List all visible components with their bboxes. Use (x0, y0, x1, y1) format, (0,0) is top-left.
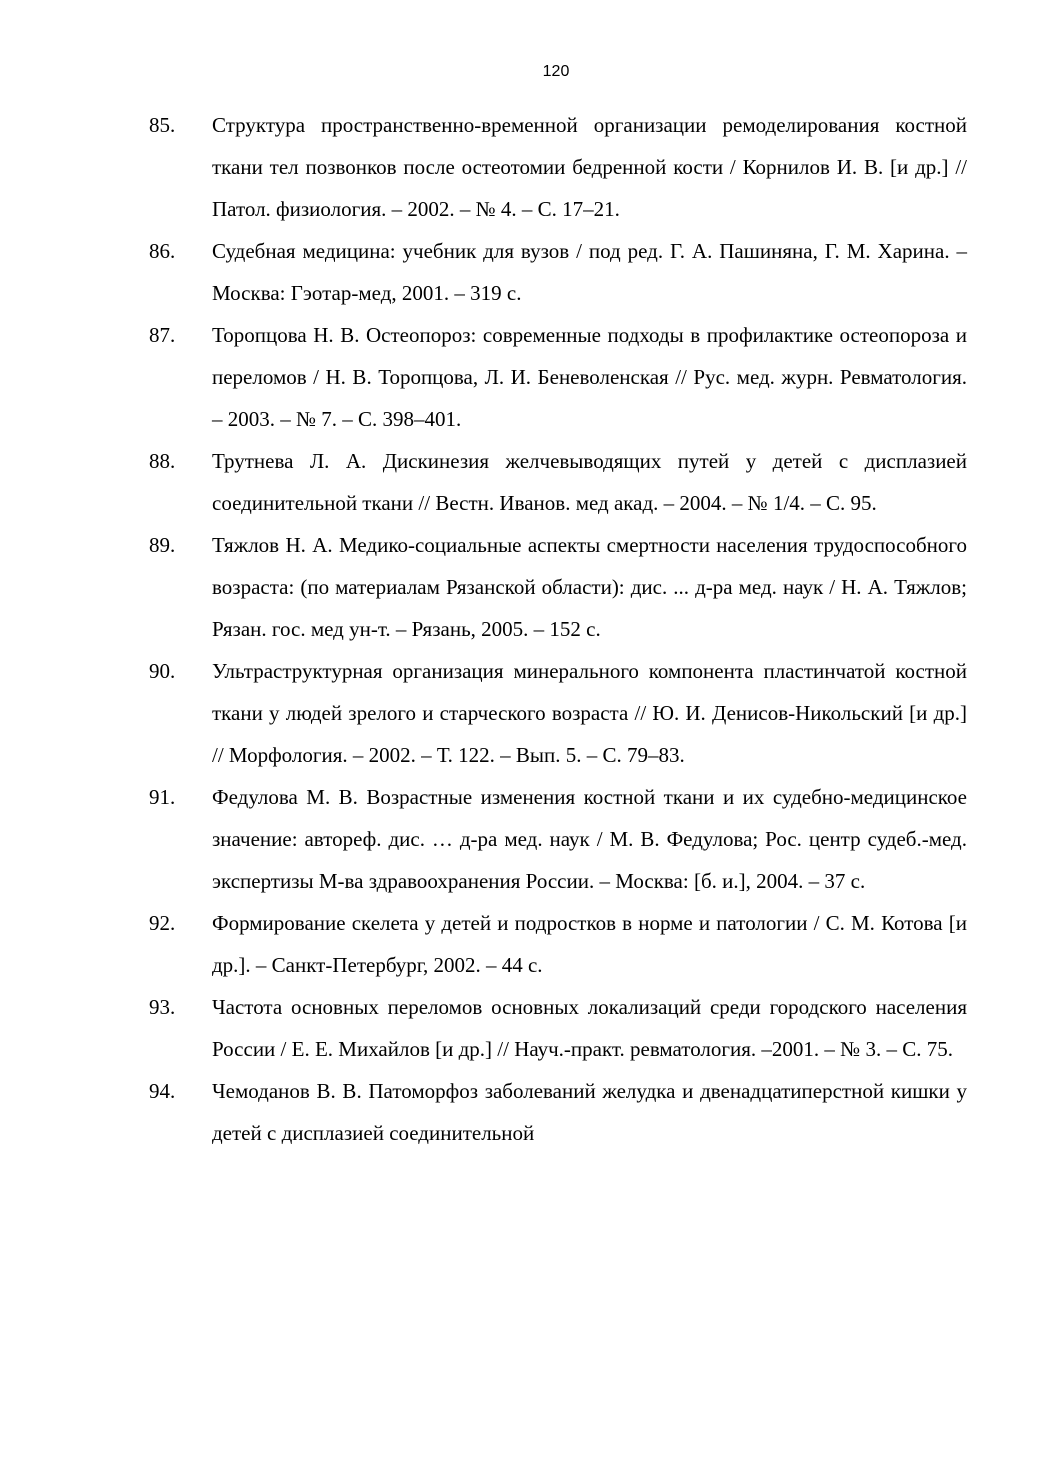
reference-text: Трутнева Л. А. Дискинезия желчевыводящих путей у детей с дисплазией соединительной ткани // Вестн. Иванов. мед акад. – 2004. – № 1/4. – С. 95. (212, 449, 967, 515)
reference-item (149, 902, 967, 986)
reference-item (149, 776, 967, 902)
reference-item (149, 650, 967, 776)
reference-item (149, 524, 967, 650)
reference-text: Чемоданов В. В. Патоморфоз заболеваний желудка и двенадцатиперстной кишки у детей с дисплазией соединительной (212, 1079, 967, 1145)
reference-number: 92. (149, 911, 176, 935)
reference-item (149, 986, 967, 1070)
reference-number: 94. (149, 1079, 176, 1103)
reference-text: Федулова М. В. Возрастные изменения костной ткани и их судебно-медицинское значение: автореф. дис. … д-ра мед. наук / М. В. Федулова; Рос. центр судеб.-мед. экспертизы М-ва здравоохранения России. – Москва: [б. и.], 2004. – 37 с. (212, 785, 967, 893)
reference-number: 93. (149, 995, 176, 1019)
reference-text: Торопцова Н. В. Остеопороз: современные подходы в профилактике остеопороза и переломов / Н. В. Торопцова, Л. И. Беневоленская // Рус. мед. журн. Ревматология. – 2003. – № 7. – С. 398–401. (212, 323, 967, 431)
reference-number: 85. (149, 113, 176, 137)
reference-text: Формирование скелета у детей и подростков в норме и патологии / С. М. Котова [и др.]. – Санкт-Петербург, 2002. – 44 с. (212, 911, 967, 977)
reference-text: Частота основных переломов основных локализаций среди городского населения России / Е. Е. Михайлов [и др.] // Науч.-практ. ревматология. –2001. – № 3. – С. 75. (212, 995, 967, 1061)
reference-text: Структура пространственно-временной организации ремоделирования костной ткани тел позвонков после остеотомии бедренной кости / Корнилов И. В. [и др.] // Патол. физиология. – 2002. – № 4. – С. 17–21. (212, 113, 967, 221)
reference-item (149, 314, 967, 440)
reference-item (149, 230, 967, 314)
reference-text: Ультраструктурная организация минерального компонента пластинчатой костной ткани у людей зрелого и старческого возраста // Ю. И. Денисов-Никольский [и др.] // Морфология. – 2002. – Т. 122. – Вып. 5. – С. 79–83. (212, 659, 967, 767)
reference-number: 87. (149, 323, 176, 347)
reference-number: 88. (149, 449, 176, 473)
reference-item (149, 440, 967, 524)
reference-text: Судебная медицина: учебник для вузов / под ред. Г. А. Пашиняна, Г. М. Харина. – Москва: Гэотар-мед, 2001. – 319 с. (212, 239, 967, 305)
reference-number: 91. (149, 785, 176, 809)
reference-number: 86. (149, 239, 176, 263)
page-number: 120 (542, 63, 570, 80)
reference-number: 90. (149, 659, 176, 683)
reference-item (149, 1070, 967, 1154)
reference-item (149, 104, 967, 230)
reference-list (149, 104, 967, 1154)
reference-number: 89. (149, 533, 176, 557)
reference-text: Тяжлов Н. А. Медико-социальные аспекты смертности населения трудоспособного возраста: (по материалам Рязанской области): дис. ... д-ра мед. наук / Н. А. Тяжлов; Рязан. гос. мед ун-т. – Рязань, 2005. – 152 с. (212, 533, 967, 641)
